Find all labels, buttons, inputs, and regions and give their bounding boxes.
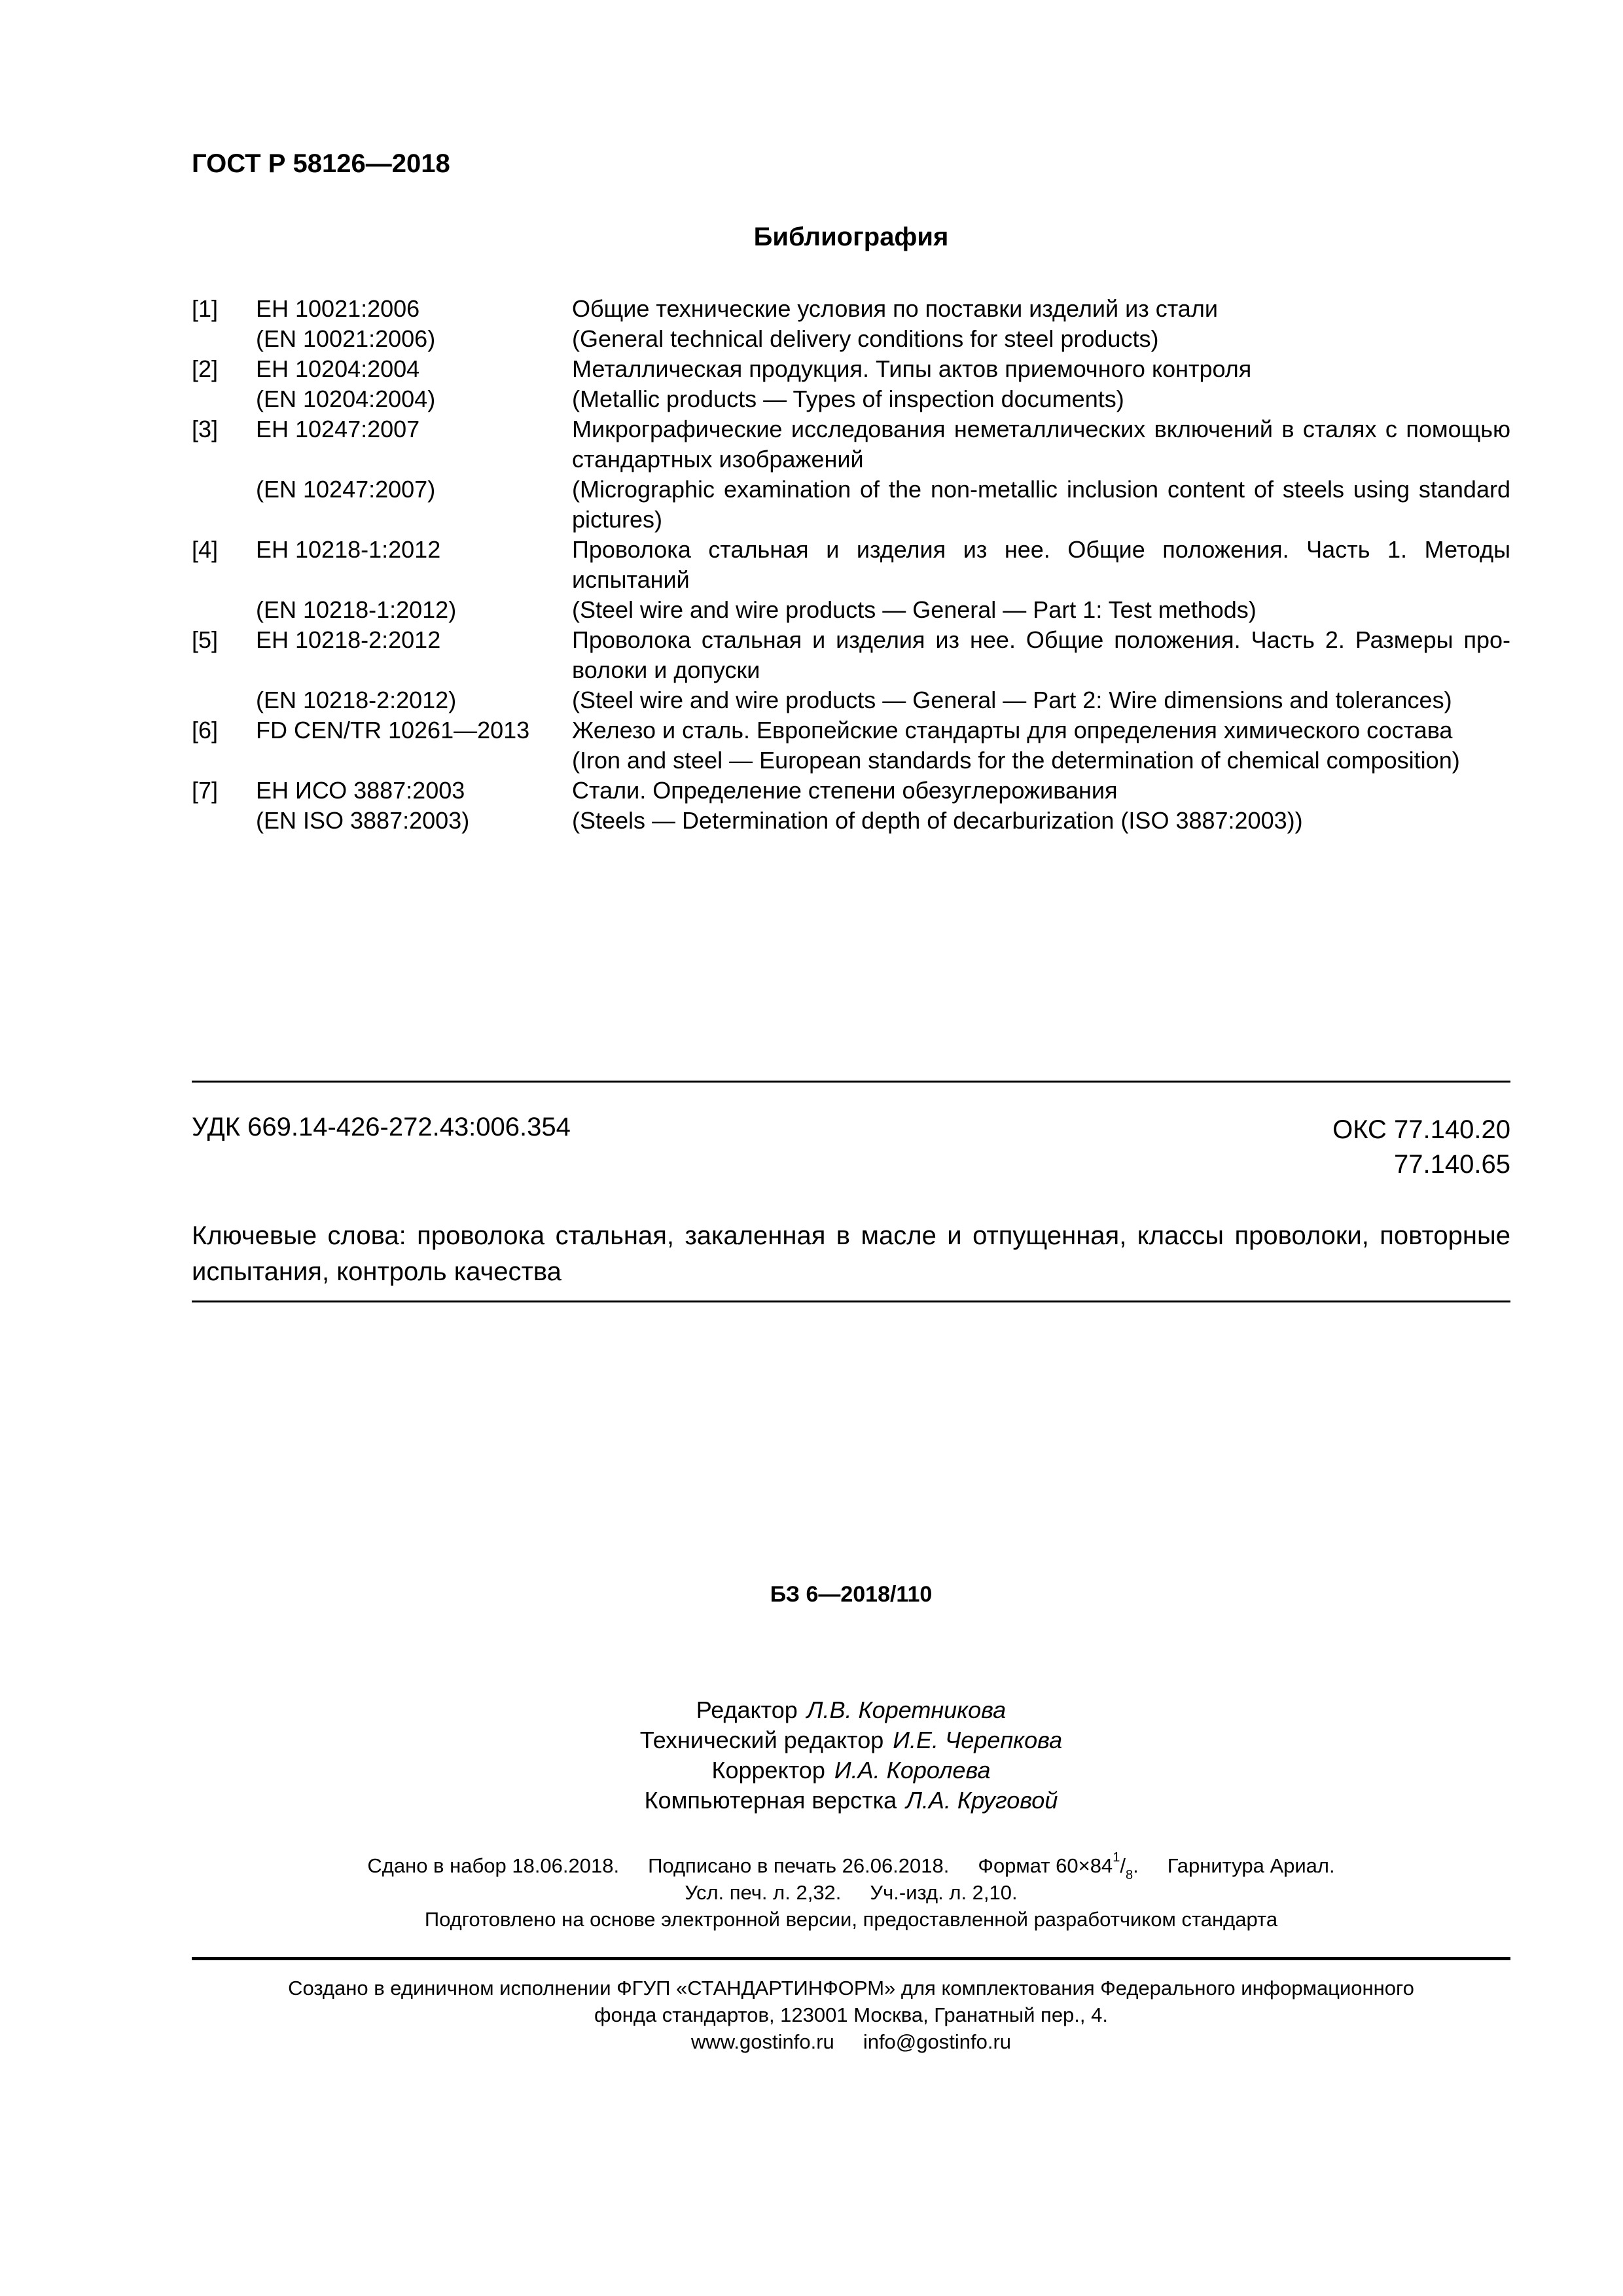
staff-role: Корректор: [711, 1757, 825, 1784]
staff-name: И.А. Королева: [834, 1757, 991, 1784]
entry-title-ru: Микрографические исследования неметаллических включений в сталях с помощью стандартных изображений: [572, 416, 1510, 473]
entry-number: [4]: [192, 536, 219, 563]
entry-codes: [256, 715, 572, 776]
footer: [192, 1975, 1510, 2055]
entry-number: [7]: [192, 777, 219, 804]
entry-codes: [256, 414, 572, 535]
footer-line-1: Создано в единичном исполнении ФГУП «СТАНДАРТИНФОРМ» для комплектования Федерального информационного: [288, 1977, 1414, 2000]
entry-title-en: (Steel wire and wire products — General — Part 1: Test methods): [572, 596, 1257, 623]
entry-title-ru: Стали. Определение степени обезуглероживания: [572, 777, 1118, 804]
staff-role: Технический редактор: [639, 1727, 884, 1753]
edit-sheets: Уч.-изд. л. 2,10.: [870, 1881, 1018, 1904]
bibliography-entry: [192, 354, 1510, 414]
entry-descriptions: [572, 625, 1510, 715]
format-prefix: Формат 60×84: [978, 1854, 1113, 1877]
entry-title-ru: Металлическая продукция. Типы актов приемочного контроля: [572, 355, 1252, 382]
divider-bottom: [192, 1300, 1510, 1302]
staff-editor: [192, 1695, 1510, 1725]
entry-number: [1]: [192, 295, 219, 322]
entry-descriptions: [572, 715, 1510, 776]
entry-code-ru: ЕН ИСО 3887:2003: [256, 777, 465, 804]
staff-layout: [192, 1785, 1510, 1816]
typeset-date: Сдано в набор 18.06.2018.: [367, 1854, 620, 1877]
entry-code-ru: FD CEN/TR 10261—2013: [256, 717, 530, 744]
entry-code-ru: ЕН 10218-2:2012: [256, 626, 441, 653]
staff-name: Л.А. Круговой: [906, 1787, 1058, 1814]
entry-codes: [256, 354, 572, 414]
bibliography-entry: [192, 414, 1510, 535]
entry-code-ru: ЕН 10204:2004: [256, 355, 420, 382]
staff-credits: [192, 1695, 1510, 1816]
entry-number: [2]: [192, 355, 219, 382]
format-numerator: 1: [1113, 1850, 1120, 1865]
entry-title-en: (Iron and steel — European standards for the determination of chemical composition): [572, 747, 1460, 774]
footer-contacts: [192, 2028, 1510, 2055]
entry-title-ru: Проволока стальная и изделия из нее. Общие положения. Часть 1. Методы испытаний: [572, 536, 1510, 593]
entry-codes: [256, 625, 572, 715]
bibliography-title: Библиография: [753, 223, 949, 251]
entry-code-ru: ЕН 10021:2006: [256, 295, 420, 322]
entry-codes: [256, 535, 572, 625]
website-link[interactable]: www.gostinfo.ru: [690, 2030, 834, 2053]
entry-code-en: (EN ISO 3887:2003): [256, 807, 470, 834]
entry-code-en: (EN 10218-2:2012): [256, 687, 457, 713]
publication-line-2: [192, 1879, 1510, 1906]
publication-line-1: [192, 1850, 1510, 1882]
publication-info: [192, 1852, 1510, 1933]
oks-codes: [1332, 1113, 1510, 1182]
document-header: ГОСТ Р 58126—2018: [192, 149, 450, 178]
entry-title-en: (Steel wire and wire products — General — Part 2: Wire dimensions and tolerances): [572, 687, 1452, 713]
bibliography-list: [192, 294, 1510, 836]
entry-code-ru: ЕН 10218-1:2012: [256, 536, 441, 563]
prepared-note: Подготовлено на основе электронной версии, предоставленной разработчиком стандарта: [424, 1908, 1278, 1931]
signed-date: Подписано в печать 26.06.2018.: [648, 1854, 950, 1877]
format-slash: /: [1120, 1854, 1126, 1877]
entry-descriptions: [572, 776, 1510, 836]
email-link[interactable]: info@gostinfo.ru: [863, 2030, 1012, 2053]
entry-number: [5]: [192, 626, 219, 653]
entry-title-en: (Steels — Determination of depth of decarburization (ISO 3887:2003)): [572, 807, 1303, 834]
staff-name: И.Е. Черепкова: [893, 1727, 1063, 1753]
udk-code: УДК 669.14-426-272.43:006.354: [192, 1113, 571, 1141]
bibliography-entry: [192, 535, 1510, 625]
bibliography-entry: [192, 715, 1510, 776]
entry-code-en: (EN 10247:2007): [256, 476, 436, 503]
format-denominator: 8: [1125, 1868, 1133, 1882]
bibliography-entry: [192, 294, 1510, 354]
entry-codes: [256, 776, 572, 836]
bz-number: БЗ 6—2018/110: [770, 1582, 933, 1607]
bibliography-entry: [192, 776, 1510, 836]
entry-code-en: (EN 10204:2004): [256, 386, 436, 412]
entry-number: [6]: [192, 717, 219, 744]
entry-code-ru: ЕН 10247:2007: [256, 416, 420, 442]
format: [978, 1850, 1139, 1882]
staff-name: Л.В. Коретникова: [806, 1696, 1007, 1723]
entry-code-en: (EN 10218-1:2012): [256, 596, 457, 623]
entry-code-en: (EN 10021:2006): [256, 325, 436, 352]
footer-line-2: фонда стандартов, 123001 Москва, Гранатный пер., 4.: [594, 2003, 1108, 2026]
staff-role: Редактор: [696, 1696, 798, 1723]
footer-divider: [192, 1957, 1510, 1960]
entry-title-en: (Micrographic examination of the non-metallic inclusion content of steels using standard pictures): [572, 476, 1510, 533]
oks-code-primary: ОКС 77.140.20: [1332, 1115, 1510, 1144]
entry-title-ru: Общие технические условия по поставки изделий из стали: [572, 295, 1218, 322]
entry-title-ru: Железо и сталь. Европейские стандарты для определения химического состава: [572, 717, 1453, 744]
entry-descriptions: [572, 535, 1510, 625]
entry-codes: [256, 294, 572, 354]
staff-tech-editor: [192, 1725, 1510, 1755]
font-info: Гарнитура Ариал.: [1167, 1854, 1335, 1877]
staff-proofreader: [192, 1755, 1510, 1785]
entry-descriptions: [572, 414, 1510, 535]
staff-role: Компьютерная верстка: [644, 1787, 897, 1814]
bibliography-entry: [192, 625, 1510, 715]
keywords: Ключевые слова: проволока стальная, закаленная в масле и отпущенная, классы проволоки, повторные испытания, контроль качества: [192, 1221, 1510, 1286]
entry-descriptions: [572, 354, 1510, 414]
entry-descriptions: [572, 294, 1510, 354]
oks-code-secondary: 77.140.65: [1394, 1150, 1510, 1179]
entry-title-ru: Проволока стальная и изделия из нее. Общие положения. Часть 2. Размеры проволоки и допуски: [572, 626, 1510, 683]
divider-top: [192, 1081, 1510, 1083]
entry-number: [3]: [192, 416, 219, 442]
format-suffix: .: [1133, 1854, 1139, 1877]
print-sheets: Усл. печ. л. 2,32.: [685, 1881, 842, 1904]
entry-title-en: (General technical delivery conditions for steel products): [572, 325, 1159, 352]
entry-title-en: (Metallic products — Types of inspection documents): [572, 386, 1124, 412]
